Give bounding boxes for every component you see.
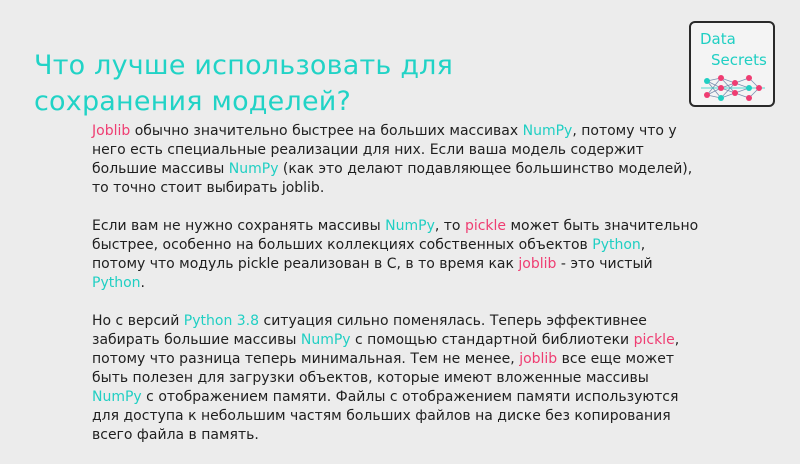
text-segment: Если вам не нужно сохранять массивы (92, 218, 386, 234)
highlighted-term: NumPy (522, 123, 573, 139)
highlighted-term: Joblib (92, 123, 131, 139)
paragraph-2 (92, 217, 742, 293)
neural-network-icon (701, 73, 765, 103)
article-body (92, 122, 742, 464)
text-line (92, 141, 742, 160)
data-secrets-logo (689, 21, 775, 107)
text-segment: потому что модуль pickle реализован в C, в то время как (92, 256, 519, 272)
logo-word-secrets: Secrets (711, 51, 767, 69)
text-line (92, 179, 742, 198)
highlighted-term: joblib (518, 256, 557, 272)
highlighted-term: Python 3.8 (183, 313, 260, 329)
text-segment: с отображением памяти. Файлы с отображением памяти используются (141, 389, 679, 405)
text-line (92, 350, 742, 369)
text-line (92, 274, 742, 293)
highlighted-term: NumPy (300, 332, 351, 348)
highlighted-term: joblib (519, 351, 558, 367)
highlighted-term: NumPy (92, 389, 142, 405)
text-segment: все еще может (557, 351, 675, 367)
title-line-1: Что лучше использовать для (34, 50, 454, 81)
text-segment: быстрее, особенно на больших коллекциях собственных объектов (92, 237, 593, 253)
text-segment: всего файла в память. (92, 427, 259, 443)
text-line (92, 426, 742, 445)
text-line (92, 388, 742, 407)
text-segment: для доступа к небольшим частям больших файлов на диске без копирования (92, 408, 671, 424)
text-segment: , (674, 332, 680, 348)
text-line (92, 407, 742, 426)
paragraph-1 (92, 122, 742, 198)
text-segment: обычно значительно быстрее на больших массивах (130, 123, 523, 139)
logo-word-data: Data (700, 30, 736, 48)
highlighted-term: NumPy (385, 218, 435, 234)
text-segment: забирать большие массивы (92, 332, 301, 348)
text-segment: (как это делают подавляющее большинство моделей), (278, 161, 693, 177)
text-segment: , потому что у (572, 123, 677, 139)
text-segment: - это чистый (556, 256, 653, 272)
text-line (92, 255, 742, 274)
paragraph-3 (92, 312, 742, 445)
slide-title (34, 48, 453, 120)
text-segment: быть полезен для загрузки объектов, которые имеют вложенные массивы (92, 370, 649, 386)
highlighted-term: NumPy (228, 161, 279, 177)
text-segment: то точно стоит выбирать joblib. (92, 180, 325, 196)
text-line (92, 160, 742, 179)
text-line (92, 369, 742, 388)
text-segment: , то (434, 218, 465, 234)
text-line (92, 236, 742, 255)
text-line (92, 217, 742, 236)
title-line-2: сохранения моделей? (34, 86, 352, 117)
text-segment: может быть значительно (506, 218, 699, 234)
highlighted-term: Python (92, 275, 141, 291)
text-segment: Но с версий (92, 313, 184, 329)
text-segment: , (640, 237, 646, 253)
text-segment: потому что разница теперь минимальная. Тем не менее, (92, 351, 520, 367)
text-line (92, 331, 742, 350)
text-line (92, 122, 742, 141)
text-segment: . (140, 275, 145, 291)
highlighted-term: pickle (464, 218, 507, 234)
text-segment: него есть специальные реализации для них. Если ваша модель содержит (92, 142, 644, 158)
text-segment: большие массивы (92, 161, 229, 177)
text-line (92, 312, 742, 331)
text-segment: с помощью стандартной библиотеки (350, 332, 634, 348)
highlighted-term: pickle (633, 332, 675, 348)
text-segment: ситуация сильно поменялась. Теперь эффективнее (259, 313, 647, 329)
highlighted-term: Python (592, 237, 641, 253)
